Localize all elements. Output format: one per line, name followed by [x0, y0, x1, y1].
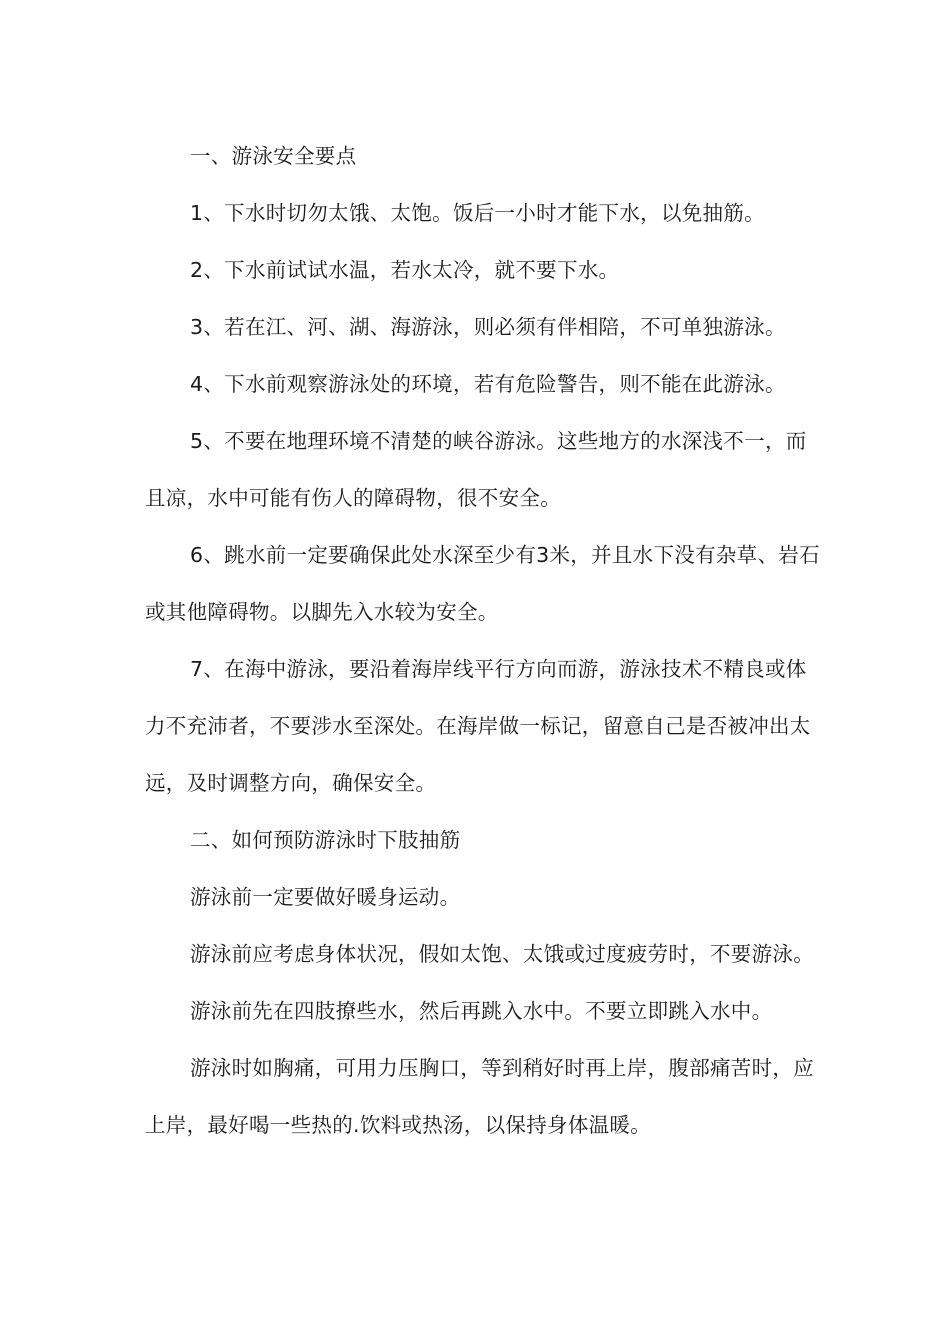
document-body — [145, 128, 825, 1154]
section-heading-1: 一、游泳安全要点 — [190, 144, 357, 168]
paragraph-warmup: 游泳前一定要做好暖身运动。 — [190, 885, 461, 909]
paragraph-chest-pain: 游泳时如胸痛，可用力压胸口，等到稍好时再上岸，腹部痛苦时，应上岸，最好喝一些热的.饮料或热汤，以保持身体温暖。 — [145, 1056, 814, 1137]
paragraph-item-1: 1、下水时切勿太饿、太饱。饭后一小时才能下水，以免抽筋。 — [190, 201, 765, 225]
paragraph-item-7: 7、在海中游泳，要沿着海岸线平行方向而游，游泳技术不精良或体力不充沛者，不要涉水至深处。在海岸做一标记，留意自己是否被冲出太远，及时调整方向，确保安全。 — [145, 657, 811, 795]
paragraph-item-2: 2、下水前试试水温，若水太冷，就不要下水。 — [190, 258, 620, 282]
paragraph-item-5: 5、不要在地理环境不清楚的峡谷游泳。这些地方的水深浅不一，而且凉，水中可能有伤人的障碍物，很不安全。 — [145, 429, 807, 510]
paragraph-item-6: 6、跳水前一定要确保此处水深至少有3米，并且水下没有杂草、岩石或其他障碍物。以脚先入水较为安全。 — [145, 543, 820, 624]
paragraph-body-condition: 游泳前应考虑身体状况，假如太饱、太饿或过度疲劳时，不要游泳。 — [190, 942, 814, 966]
section-heading-2: 二、如何预防游泳时下肢抽筋 — [190, 828, 461, 852]
paragraph-item-3: 3、若在江、河、湖、海游泳，则必须有伴相陪，不可单独游泳。 — [190, 315, 786, 339]
paragraph-item-4: 4、下水前观察游泳处的环境，若有危险警告，则不能在此游泳。 — [190, 372, 786, 396]
paragraph-splash-water: 游泳前先在四肢撩些水，然后再跳入水中。不要立即跳入水中。 — [190, 999, 773, 1023]
